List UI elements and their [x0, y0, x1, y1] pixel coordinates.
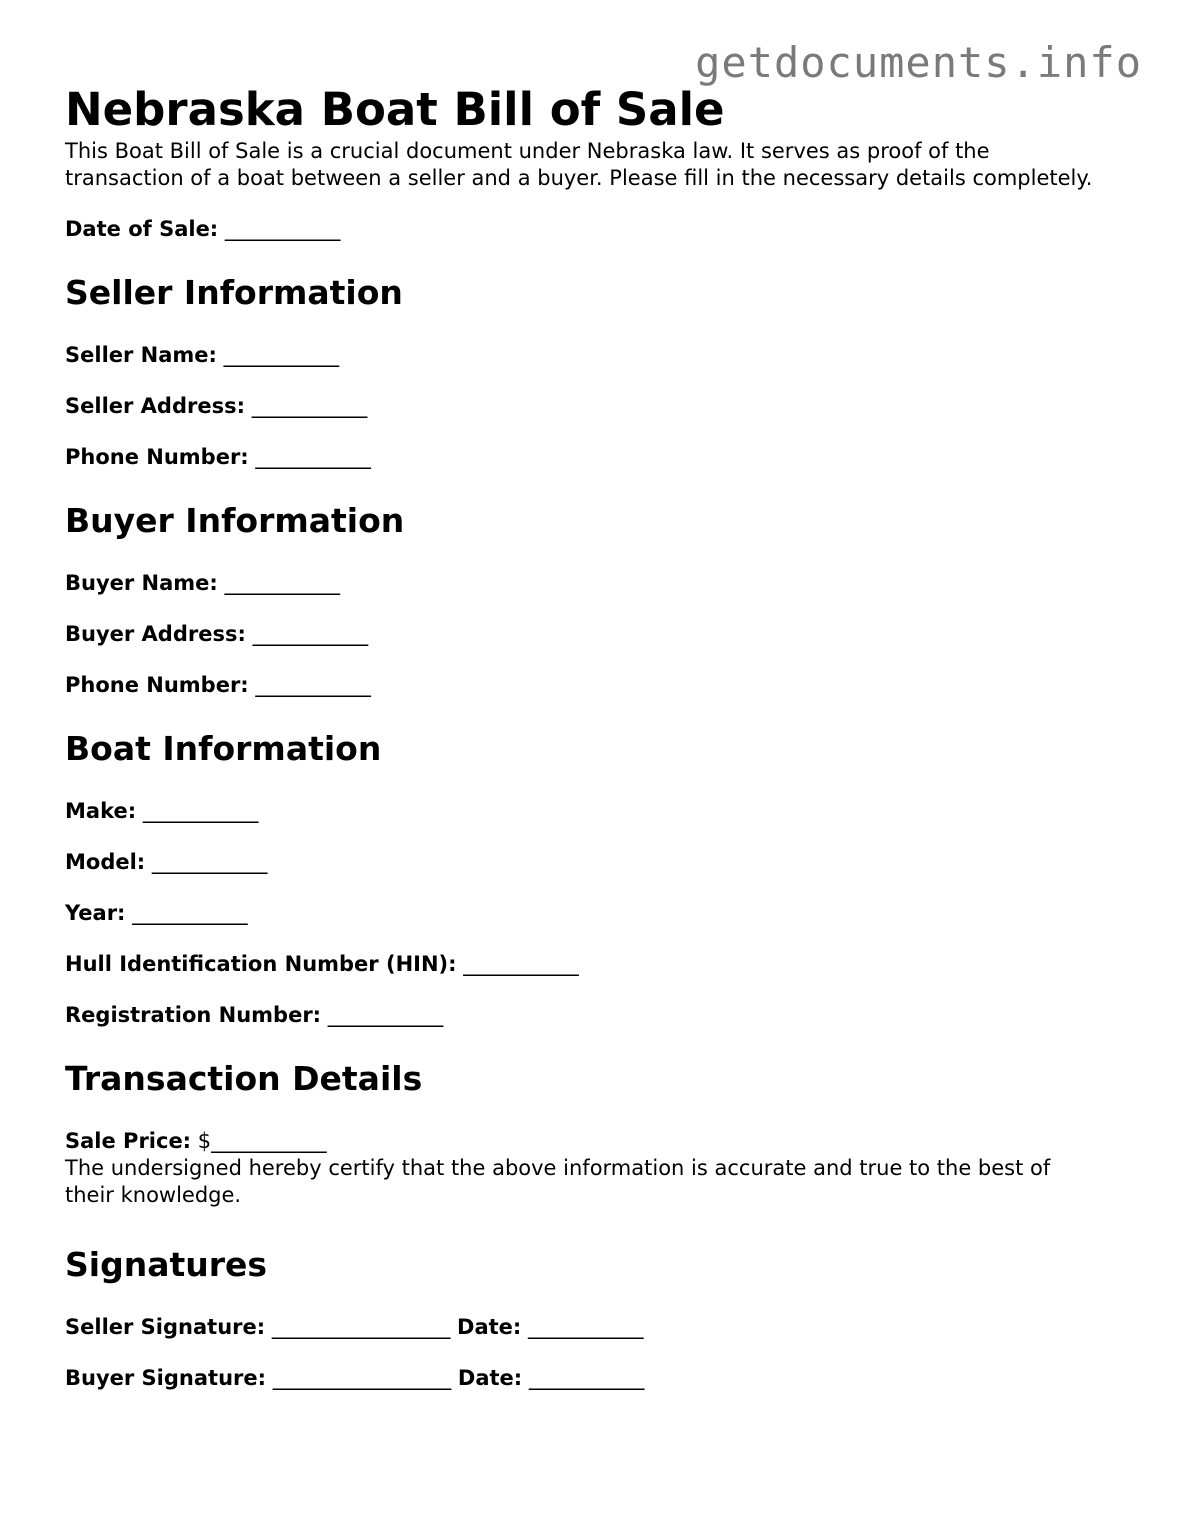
buyer-phone-field[interactable] — [65, 672, 1125, 699]
date-of-sale-field[interactable] — [65, 216, 1125, 243]
buyer-address-field[interactable] — [65, 621, 1125, 648]
boat-registration-field[interactable] — [65, 1002, 1125, 1029]
boat-registration-label: Registration Number: — [65, 1003, 322, 1027]
seller-name-blank[interactable]: ___________ — [223, 343, 340, 367]
seller-address-blank[interactable]: ___________ — [251, 394, 368, 418]
buyer-address-label: Buyer Address: — [65, 622, 246, 646]
boat-heading: Boat Information — [65, 729, 382, 768]
buyer-signature-blank[interactable]: _________________ — [272, 1366, 452, 1390]
seller-signature-row[interactable] — [65, 1314, 1125, 1341]
buyer-signature-label: Buyer Signature: — [65, 1366, 267, 1390]
date-of-sale-blank[interactable]: ___________ — [224, 217, 341, 241]
seller-phone-label: Phone Number: — [65, 445, 249, 469]
seller-date-label: Date: — [457, 1315, 522, 1339]
boat-year-field[interactable] — [65, 900, 1125, 927]
buyer-name-label: Buyer Name: — [65, 571, 218, 595]
buyer-phone-blank[interactable]: ___________ — [255, 673, 371, 697]
boat-hin-field[interactable] — [65, 951, 1125, 978]
boat-hin-blank[interactable]: ___________ — [463, 952, 579, 976]
seller-heading: Seller Information — [65, 273, 403, 312]
buyer-name-blank[interactable]: ___________ — [224, 571, 341, 595]
buyer-phone-label: Phone Number: — [65, 673, 249, 697]
buyer-date-label: Date: — [457, 1366, 523, 1390]
date-of-sale-label: Date of Sale: — [65, 217, 219, 241]
sale-price-blank[interactable]: $___________ — [197, 1129, 327, 1153]
buyer-date-blank[interactable]: ___________ — [528, 1366, 645, 1390]
boat-model-field[interactable] — [65, 849, 1125, 876]
boat-model-blank[interactable]: ___________ — [151, 850, 268, 874]
seller-address-label: Seller Address: — [65, 394, 245, 418]
seller-signature-blank[interactable]: _________________ — [271, 1315, 451, 1339]
buyer-signature-row[interactable] — [65, 1365, 1125, 1392]
boat-hin-label: Hull Identification Number (HIN): — [65, 952, 457, 976]
document-title: Nebraska Boat Bill of Sale — [65, 83, 725, 136]
buyer-address-blank[interactable]: ___________ — [252, 622, 369, 646]
document-page — [65, 82, 1125, 1392]
sale-price-label: Sale Price: — [65, 1129, 192, 1153]
seller-phone-blank[interactable]: ___________ — [255, 445, 371, 469]
seller-name-field[interactable] — [65, 342, 1125, 369]
intro-paragraph: This Boat Bill of Sale is a crucial document under Nebraska law. It serves as proof of the transaction of a boat between a seller and a buyer. Please fill in the necessary details completely. — [65, 139, 1093, 190]
watermark: getdocuments.info — [695, 38, 1142, 87]
seller-date-blank[interactable]: ___________ — [528, 1315, 644, 1339]
seller-address-field[interactable] — [65, 393, 1125, 420]
seller-phone-field[interactable] — [65, 444, 1125, 471]
boat-registration-blank[interactable]: ___________ — [327, 1003, 444, 1027]
boat-model-label: Model: — [65, 850, 146, 874]
buyer-heading: Buyer Information — [65, 501, 405, 540]
signatures-heading: Signatures — [65, 1245, 268, 1284]
buyer-name-field[interactable] — [65, 570, 1125, 597]
certify-paragraph: The undersigned hereby certify that the above information is accurate and true to the best of their knowledge. — [65, 1156, 1051, 1207]
seller-signature-label: Seller Signature: — [65, 1315, 266, 1339]
boat-make-blank[interactable]: ___________ — [142, 799, 259, 823]
boat-make-label: Make: — [65, 799, 137, 823]
boat-year-label: Year: — [65, 901, 126, 925]
boat-year-blank[interactable]: ___________ — [132, 901, 248, 925]
seller-name-label: Seller Name: — [65, 343, 217, 367]
boat-make-field[interactable] — [65, 798, 1125, 825]
transaction-heading: Transaction Details — [65, 1059, 423, 1098]
sale-price-field[interactable] — [65, 1128, 1125, 1155]
